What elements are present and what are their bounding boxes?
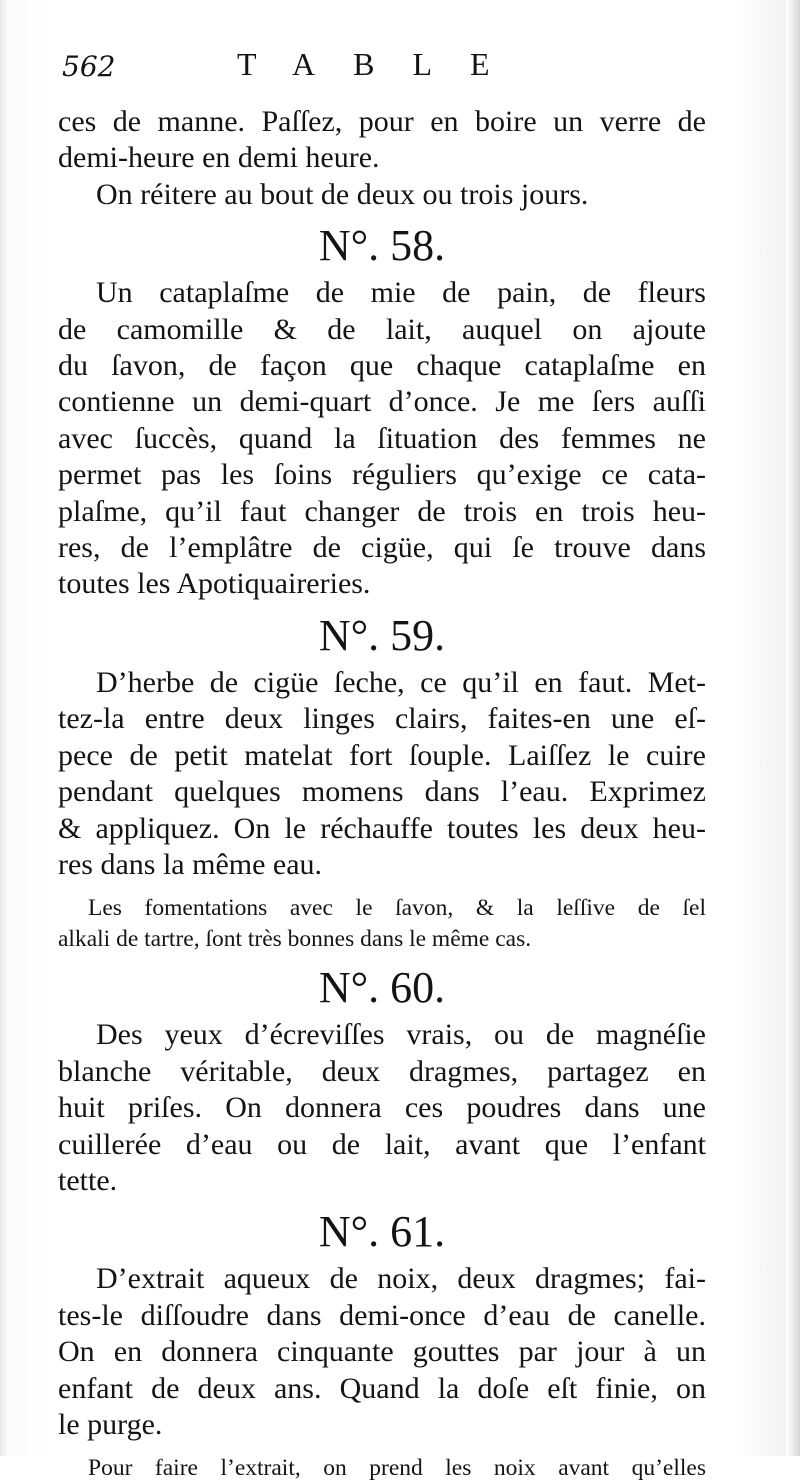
text-line: toutes les Apotiquaireries. xyxy=(58,567,371,601)
text-line: D’extrait aqueux de noix, deux dragmes; fai- xyxy=(96,1262,706,1296)
text-line: le purge. xyxy=(58,1407,163,1441)
text-line: tes-le diſſoudre dans demi-once d’eau de canelle. xyxy=(58,1298,706,1332)
text-line: pendant quelques momens dans l’eau. Exprimez xyxy=(58,775,706,809)
page-edge-right xyxy=(786,0,800,1456)
note-line: alkali de tartre, ſont très bonnes dans le même cas. xyxy=(58,926,532,953)
text-line: permet pas les ſoins réguliers qu’exige ce cata- xyxy=(58,458,706,492)
page-body xyxy=(58,104,706,1484)
text-line: plaſme, qu’il faut changer de trois en trois heu- xyxy=(58,494,706,528)
note-line: Les fomentations avec le ſavon, & la leſſive de ſel xyxy=(88,895,706,922)
text-line: ces de manne. Paſſez, pour en boire un verre de xyxy=(58,105,706,138)
text-section xyxy=(58,104,706,213)
text-line: de camomille & de lait, auquel on ajoute xyxy=(58,312,706,346)
text-line: res, de l’emplâtre de cigüe, qui ſe trouve dans xyxy=(58,531,706,565)
text-line: blanche véritable, deux dragmes, partagez en xyxy=(58,1054,706,1088)
running-head: TABLE xyxy=(237,46,528,82)
section-heading: N°. 61. xyxy=(318,1207,446,1257)
text-line: cuillerée d’eau ou de lait, avant que l’enfant xyxy=(58,1127,706,1161)
text-line: D’herbe de cigüe ſeche, ce qu’il en faut. Met- xyxy=(96,665,706,699)
text-line: tez-la entre deux linges clairs, faites-en une eſ- xyxy=(58,702,706,736)
text-line: Un cataplaſme de mie de pain, de fleurs xyxy=(96,276,706,310)
text-line: tette. xyxy=(58,1163,118,1197)
section-heading: N°. 60. xyxy=(318,963,446,1013)
text-section xyxy=(58,1207,706,1443)
text-line: demi-heure en demi heure. xyxy=(58,141,380,175)
text-line: On réitere au bout de deux ou trois jours. xyxy=(96,177,589,211)
text-line: du ſavon, de façon que chaque cataplaſme en xyxy=(58,349,706,383)
text-line: contienne un demi-quart d’once. Je me ſers auſſi xyxy=(58,385,706,419)
text-line: enfant de deux ans. Quand la doſe eſt finie, on xyxy=(58,1371,706,1405)
section-heading: N°. 58. xyxy=(318,221,446,271)
text-line: huit priſes. On donnera ces poudres dans une xyxy=(58,1091,706,1125)
page-number: 562 xyxy=(62,50,116,83)
section-heading: N°. 59. xyxy=(318,610,446,660)
text-line: pece de petit matelat fort ſouple. Laiſſez le cuire xyxy=(58,738,706,772)
text-section xyxy=(58,221,706,603)
text-line: res dans la même eau. xyxy=(58,847,323,881)
note-line: Pour faire l’extrait, on prend les noix avant qu’elles xyxy=(88,1455,706,1482)
text-line: On en donnera cinquante gouttes par jour à un xyxy=(58,1335,706,1369)
text-section xyxy=(58,1453,706,1484)
text-section xyxy=(58,963,706,1199)
text-line: Des yeux d’écreviſſes vrais, ou de magnéſie xyxy=(96,1018,706,1052)
text-line: & appliquez. On le réchauffe toutes les deux heu- xyxy=(58,811,706,845)
page-edge-left xyxy=(0,0,10,1456)
page-header xyxy=(62,42,702,98)
text-line: avec ſuccès, quand la ſituation des femmes ne xyxy=(58,421,706,455)
text-section xyxy=(58,611,706,955)
